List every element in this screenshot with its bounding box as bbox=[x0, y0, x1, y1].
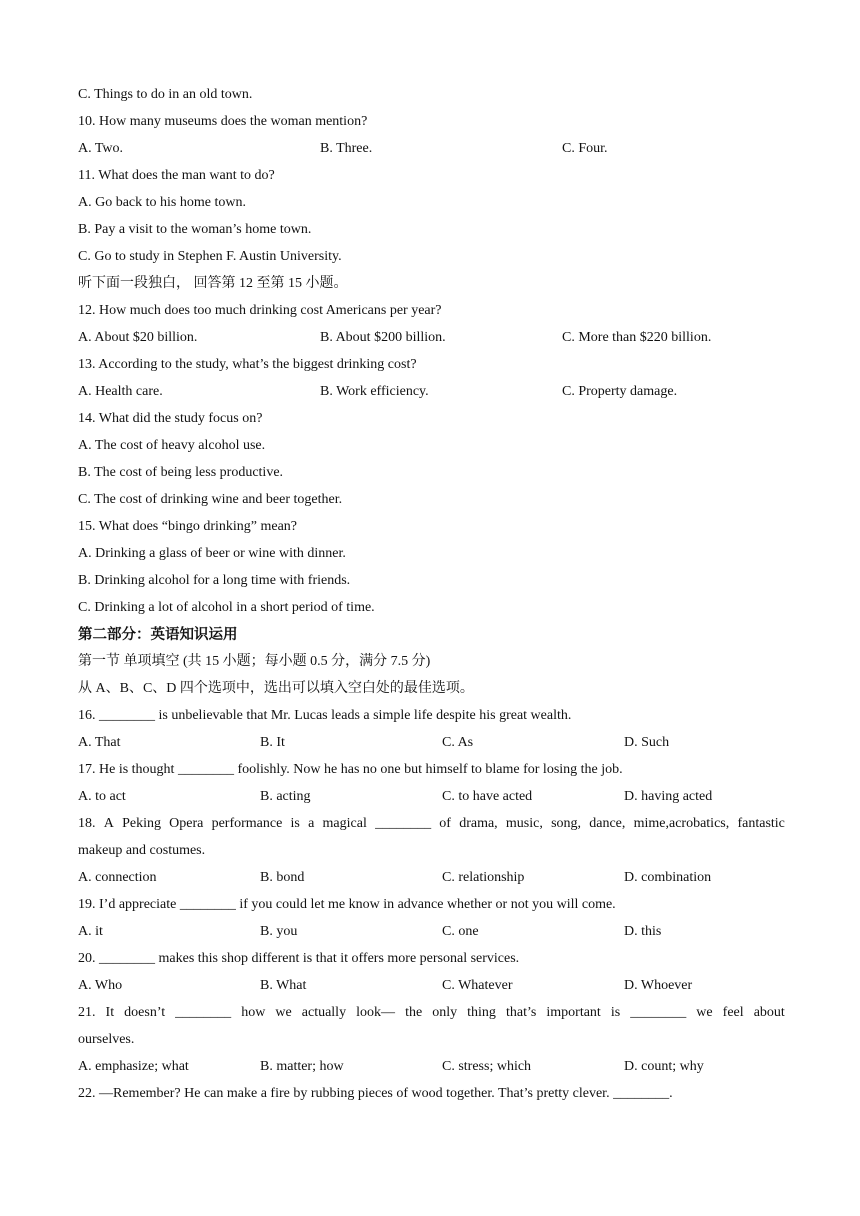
option-b: B. Drinking alcohol for a long time with friends. bbox=[78, 573, 351, 588]
option-c: C. The cost of drinking wine and beer together. bbox=[78, 492, 343, 507]
word: magical bbox=[322, 816, 367, 831]
option-a: A. Go back to his home town. bbox=[78, 195, 246, 210]
word: is bbox=[290, 816, 300, 831]
word: mime,acrobatics, bbox=[633, 816, 730, 831]
option-d: D. Whoever bbox=[624, 978, 693, 993]
options-row bbox=[78, 381, 785, 408]
question-11: 11. What does the man want to do? bbox=[78, 168, 275, 183]
question-17: 17. He is thought ________ foolishly. Now he has no one but himself to blame for losing the job. bbox=[78, 762, 623, 777]
option-d: D. combination bbox=[624, 870, 712, 885]
option-a: A. The cost of heavy alcohol use. bbox=[78, 438, 266, 453]
question-19: 19. I’d appreciate ________ if you could let me know in advance whether or not you will come. bbox=[78, 897, 616, 912]
option-c: C. Property damage. bbox=[562, 384, 678, 399]
question-18 bbox=[78, 813, 785, 840]
word: feel bbox=[722, 1005, 744, 1020]
question-21-continued: ourselves. bbox=[78, 1032, 135, 1047]
options-row bbox=[78, 138, 785, 165]
blank: ________ bbox=[375, 816, 432, 831]
option-b: B. bond bbox=[260, 870, 305, 885]
word: actually bbox=[301, 1005, 347, 1020]
option-a: A. emphasize; what bbox=[78, 1059, 189, 1074]
blank: ________ bbox=[175, 1005, 232, 1020]
option-a: A. connection bbox=[78, 870, 157, 885]
option-c: C. Drinking a lot of alcohol in a short period of time. bbox=[78, 600, 375, 615]
option-b: B. acting bbox=[260, 789, 311, 804]
word: we bbox=[275, 1005, 292, 1020]
option-b: B. Work efficiency. bbox=[320, 384, 429, 399]
word: important bbox=[546, 1005, 601, 1020]
question-10: 10. How many museums does the woman mention? bbox=[78, 114, 368, 129]
word: 18. bbox=[78, 816, 96, 831]
option-d: D. having acted bbox=[624, 789, 713, 804]
option-d: D. Such bbox=[624, 735, 670, 750]
option-a: A. Two. bbox=[78, 141, 124, 156]
word: the bbox=[405, 1005, 423, 1020]
question-14: 14. What did the study focus on? bbox=[78, 411, 263, 426]
option-c: C. Whatever bbox=[442, 978, 513, 993]
options-row bbox=[78, 732, 785, 759]
option-a: A. About $20 billion. bbox=[78, 330, 198, 345]
part-heading: 第二部分：英语知识运用 bbox=[78, 627, 238, 643]
word: look— bbox=[356, 1005, 396, 1020]
word: a bbox=[308, 816, 315, 831]
options-row bbox=[78, 975, 785, 1002]
word: doesn’t bbox=[124, 1005, 166, 1020]
word: of bbox=[439, 816, 451, 831]
word: drama, bbox=[459, 816, 498, 831]
option-c: C. relationship bbox=[442, 870, 525, 885]
listening-instruction: 听下面一段独白， 回答第 12 至第 15 小题。 bbox=[78, 276, 348, 291]
option-a: A. Drinking a glass of beer or wine with dinner. bbox=[78, 546, 346, 561]
option-b: B. What bbox=[260, 978, 307, 993]
option-d: D. this bbox=[624, 924, 662, 939]
word: music, bbox=[505, 816, 543, 831]
option-c: C. to have acted bbox=[442, 789, 533, 804]
question-15: 15. What does “bingo drinking” mean? bbox=[78, 519, 298, 534]
option-c: C. As bbox=[442, 735, 474, 750]
word: only bbox=[432, 1005, 458, 1020]
word: song, bbox=[551, 816, 582, 831]
question-20: 20. ________ makes this shop different is that it offers more personal services. bbox=[78, 951, 520, 966]
options-row bbox=[78, 867, 785, 894]
word: how bbox=[241, 1005, 266, 1020]
question-21 bbox=[78, 1002, 785, 1029]
word: performance bbox=[211, 816, 283, 831]
option-b: B. Pay a visit to the woman’s home town. bbox=[78, 222, 312, 237]
question-13: 13. According to the study, what’s the biggest drinking cost? bbox=[78, 357, 417, 372]
option-b: B. It bbox=[260, 735, 285, 750]
option-a: A. it bbox=[78, 924, 103, 939]
word: is bbox=[610, 1005, 621, 1020]
options-row bbox=[78, 327, 785, 354]
option-c: C. Four. bbox=[562, 141, 608, 156]
word: fantastic bbox=[737, 816, 785, 831]
word: A bbox=[103, 816, 114, 831]
options-row bbox=[78, 921, 785, 948]
word: Peking bbox=[122, 816, 161, 831]
option-a: A. Health care. bbox=[78, 384, 163, 399]
blank: ________ bbox=[630, 1005, 687, 1020]
question-16: 16. ________ is unbelievable that Mr. Lucas leads a simple life despite his great wealth. bbox=[78, 708, 572, 723]
option-b: B. About $200 billion. bbox=[320, 330, 446, 345]
option-c: C. stress; which bbox=[442, 1059, 532, 1074]
word: we bbox=[696, 1005, 713, 1020]
question-18-continued: makeup and costumes. bbox=[78, 843, 206, 858]
option-b: B. matter; how bbox=[260, 1059, 344, 1074]
question-22: 22. —Remember? He can make a fire by rubbing pieces of wood together. That’s pretty clever. ________. bbox=[78, 1086, 673, 1101]
section-heading: 第一节 单项填空 (共 15 小题；每小题 0.5 分，满分 7.5 分) bbox=[78, 654, 431, 669]
word: dance, bbox=[589, 816, 626, 831]
option-line: C. Things to do in an old town. bbox=[78, 87, 253, 102]
word: thing bbox=[467, 1005, 496, 1020]
option-b: B. The cost of being less productive. bbox=[78, 465, 284, 480]
options-row bbox=[78, 786, 785, 813]
word: about bbox=[753, 1005, 785, 1020]
option-b: B. you bbox=[260, 924, 298, 939]
option-a: A. to act bbox=[78, 789, 126, 804]
option-c: C. More than $220 billion. bbox=[562, 330, 712, 345]
option-c: C. one bbox=[442, 924, 479, 939]
option-a: A. Who bbox=[78, 978, 123, 993]
options-row bbox=[78, 1056, 785, 1083]
option-a: A. That bbox=[78, 735, 121, 750]
word: Opera bbox=[169, 816, 204, 831]
exam-page bbox=[78, 84, 785, 1110]
section-instruction: 从 A、B、C、D 四个选项中，选出可以填入空白处的最佳选项。 bbox=[78, 681, 474, 696]
option-c: C. Go to study in Stephen F. Austin University. bbox=[78, 249, 342, 264]
word: that’s bbox=[505, 1005, 537, 1020]
word: It bbox=[105, 1005, 115, 1020]
option-b: B. Three. bbox=[320, 141, 373, 156]
question-12: 12. How much does too much drinking cost Americans per year? bbox=[78, 303, 442, 318]
word: 21. bbox=[78, 1005, 96, 1020]
option-d: D. count; why bbox=[624, 1059, 704, 1074]
